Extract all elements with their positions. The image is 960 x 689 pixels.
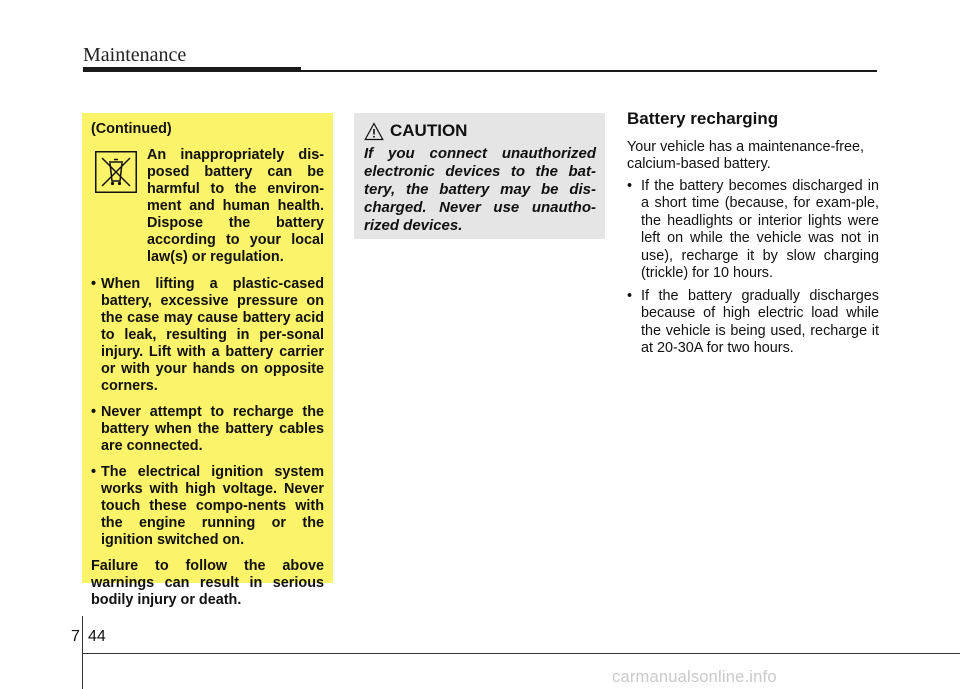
disposal-text: An inappropriately dis-posed battery can be harmful to the environ-ment and human health. Dispose the battery according to your local law(s) or regulation.: [147, 147, 324, 265]
caution-header: [364, 121, 596, 141]
warning-final-text: Failure to follow the above warnings can result in serious bodily injury or death.: [91, 558, 324, 608]
warning-triangle-icon: [364, 122, 384, 141]
warning-item: • The electrical ignition system works with high voltage. Never touch these compo-nents with the engine running or the ignition switched on.: [91, 464, 324, 549]
disposal-notice: [91, 147, 324, 266]
warning-box: [82, 113, 333, 608]
recharge-item: • If the battery gradually discharges because of high electric load while the vehicle is being used, recharge it at 20-30A for two hours.: [627, 288, 879, 358]
warning-list: [91, 276, 324, 549]
header-rule-thick: [83, 67, 301, 72]
chapter-number: 7: [71, 628, 80, 645]
crossed-out-bin-icon: [95, 151, 137, 193]
caution-box: [354, 113, 605, 239]
warning-continued-label: (Continued): [91, 121, 172, 137]
section-title: Battery recharging: [627, 109, 779, 128]
warning-item: • When lifting a plastic-cased battery, excessive pressure on the case may cause battery acid to leak, resulting in per-sonal injury. Lift with a battery carrier or with your hands on opposite corners.: [91, 276, 324, 395]
header-rule-thin: [301, 70, 877, 72]
footer-horizontal-rule: [83, 653, 960, 654]
section-header-title: Maintenance: [83, 44, 187, 66]
caution-text: If you connect unauthorized electronic devices to the bat-tery, the battery may be dis-charged. Never use unautho-rized devices.: [364, 145, 596, 234]
page-number: 44: [88, 628, 106, 645]
watermark: carmanualsonline.info: [612, 668, 777, 686]
battery-recharging-section: [627, 110, 879, 363]
section-intro: Your vehicle has a maintenance-free, calcium-based battery.: [627, 138, 865, 172]
recharge-item: • If the battery becomes discharged in a short time (because, for exam-ple, the headlights or interior lights were left on while the vehicle was not in use), recharge it by slow charging (trickle) for 10 hours.: [627, 178, 879, 283]
caution-title: CAUTION: [390, 121, 468, 140]
recharge-list: [627, 178, 879, 358]
warning-item: • Never attempt to recharge the battery when the battery cables are connected.: [91, 404, 324, 455]
